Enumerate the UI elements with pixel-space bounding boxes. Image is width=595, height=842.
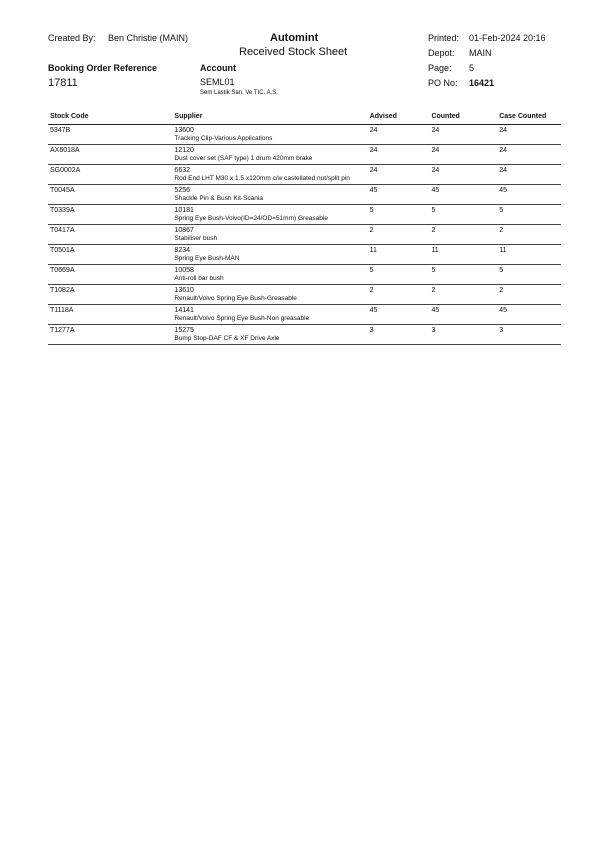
- booking-order-value: 17811: [48, 77, 78, 89]
- page-value: 5: [469, 63, 475, 73]
- advised-cell: 45: [369, 187, 378, 194]
- table-header-row: [48, 113, 561, 125]
- counted-cell: 5: [431, 267, 436, 274]
- case-counted-cell: 2: [499, 287, 504, 294]
- supplier-cell: [174, 305, 369, 325]
- table-row: [48, 265, 561, 285]
- counted-cell: 24: [431, 127, 440, 134]
- advised-cell: 24: [369, 127, 378, 134]
- advised-cell: 45: [369, 307, 378, 314]
- table-row: [48, 325, 561, 345]
- column-header-counted: Counted: [431, 113, 460, 120]
- case-counted-cell: 11: [499, 247, 507, 254]
- po-label: PO No:: [428, 78, 458, 88]
- table-row: [48, 205, 561, 225]
- supplier-cell: [174, 265, 369, 285]
- item-description: Renault/Volvo Spring Eye Bush-Greasable: [174, 295, 297, 302]
- stock-code-cell: T0669A: [50, 267, 75, 274]
- item-description: Anti-roll bar bush: [174, 275, 224, 282]
- advised-cell: 24: [369, 147, 378, 154]
- advised-cell: 5: [369, 267, 374, 274]
- supplier-code: 5256: [174, 187, 190, 194]
- column-header-case-counted: Case Counted: [499, 113, 547, 120]
- supplier-code: 6632: [174, 167, 190, 174]
- supplier-code: 10058: [174, 267, 194, 274]
- table-row: [48, 145, 561, 165]
- case-counted-cell: 5: [499, 207, 504, 214]
- case-counted-cell: 5: [499, 267, 504, 274]
- counted-cell: 24: [431, 167, 440, 174]
- table-row: [48, 305, 561, 325]
- case-counted-cell: 2: [499, 227, 504, 234]
- supplier-code: 10867: [174, 227, 194, 234]
- supplier-cell: [174, 225, 369, 245]
- document-title: Automint: [270, 32, 319, 44]
- counted-cell: 5: [431, 207, 436, 214]
- stock-code-cell: T0501A: [50, 247, 75, 254]
- stock-code-cell: T0339A: [50, 207, 75, 214]
- supplier-cell: [174, 245, 369, 265]
- table-row: [48, 165, 561, 185]
- case-counted-cell: 45: [499, 307, 507, 314]
- received-stock-table: [48, 113, 561, 345]
- stock-code-cell: SG0002A: [50, 167, 81, 174]
- case-counted-cell: 45: [499, 187, 507, 194]
- item-description: Spring Eye Bush-Volvo(ID=24/OD=51mm) Greasable: [174, 215, 328, 222]
- supplier-code: 14141: [174, 307, 194, 314]
- case-counted-cell: 24: [499, 147, 507, 154]
- column-header-stock-code: Stock Code: [50, 113, 89, 120]
- item-description: Stabiliser bush: [174, 235, 218, 242]
- supplier-code: 13600: [174, 127, 194, 134]
- table-row: [48, 185, 561, 205]
- supplier-code: 13610: [174, 287, 194, 294]
- stock-code-cell: T0045A: [50, 187, 75, 194]
- counted-cell: 24: [431, 147, 440, 154]
- stock-code-cell: T1082A: [50, 287, 75, 294]
- item-description: Bump Stop-DAF CF & XF Drive Axle: [174, 335, 280, 342]
- supplier-code: 10181: [174, 207, 194, 214]
- case-counted-cell: 24: [499, 127, 507, 134]
- case-counted-cell: 3: [499, 327, 504, 334]
- stock-code-cell: AX6018A: [50, 147, 80, 154]
- page-label: Page:: [428, 63, 452, 73]
- supplier-code: 15275: [174, 327, 194, 334]
- advised-cell: 24: [369, 167, 378, 174]
- supplier-cell: [174, 185, 369, 205]
- table-row: [48, 245, 561, 265]
- supplier-code: 12120: [174, 147, 194, 154]
- counted-cell: 2: [431, 227, 436, 234]
- stock-code-cell: T1118A: [50, 307, 74, 314]
- supplier-cell: [174, 165, 369, 185]
- advised-cell: 5: [369, 207, 374, 214]
- item-description: Spring Eye Bush-MAN: [174, 255, 240, 262]
- counted-cell: 3: [431, 327, 436, 334]
- account-name: Sem Lastik San. Ve TIC. A.S.: [200, 90, 278, 96]
- counted-cell: 11: [431, 247, 439, 254]
- booking-order-label: Booking Order Reference: [48, 63, 158, 73]
- item-description: Shackle Pin & Bush Kit-Scania: [174, 195, 263, 202]
- account-value: SEML01: [200, 77, 235, 87]
- advised-cell: 11: [369, 247, 377, 254]
- supplier-cell: [174, 325, 369, 345]
- depot-value: MAIN: [469, 48, 492, 58]
- created-by-label: Created By:: [48, 33, 96, 43]
- column-header-advised: Advised: [369, 113, 397, 120]
- depot-label: Depot:: [428, 48, 455, 58]
- advised-cell: 3: [369, 327, 374, 334]
- stock-code-cell: 5347B: [50, 127, 71, 134]
- table-row: [48, 285, 561, 305]
- counted-cell: 45: [431, 307, 440, 314]
- advised-cell: 2: [369, 287, 374, 294]
- table-row: [48, 125, 561, 145]
- counted-cell: 45: [431, 187, 440, 194]
- document-subtitle: Received Stock Sheet: [239, 46, 348, 58]
- stock-code-cell: T0417A: [50, 227, 75, 234]
- printed-label: Printed:: [428, 33, 460, 43]
- item-description: Dust cover set (SAF type) 1 drum 420mm brake: [174, 155, 313, 162]
- printed-value: 01-Feb-2024 20:16: [469, 33, 546, 43]
- created-by-value: Ben Christie (MAIN): [108, 33, 189, 43]
- item-description: Renault/Volvo Spring Eye Bush-Non greasable: [174, 315, 310, 322]
- account-label: Account: [200, 63, 236, 73]
- item-description: Tracking Clip-Various Applications: [174, 135, 273, 142]
- advised-cell: 2: [369, 227, 374, 234]
- supplier-cell: [174, 125, 369, 145]
- supplier-cell: [174, 145, 369, 165]
- column-header-supplier: Supplier: [174, 113, 203, 120]
- supplier-cell: [174, 285, 369, 305]
- counted-cell: 2: [431, 287, 436, 294]
- supplier-cell: [174, 205, 369, 225]
- po-value: 16421: [469, 78, 495, 88]
- case-counted-cell: 24: [499, 167, 507, 174]
- stock-code-cell: T1277A: [50, 327, 75, 334]
- table-row: [48, 225, 561, 245]
- supplier-code: 8234: [174, 247, 190, 254]
- item-description: Rod End LHT M30 x 1.5 x120mm c/w castellated nut/split pin: [174, 175, 350, 182]
